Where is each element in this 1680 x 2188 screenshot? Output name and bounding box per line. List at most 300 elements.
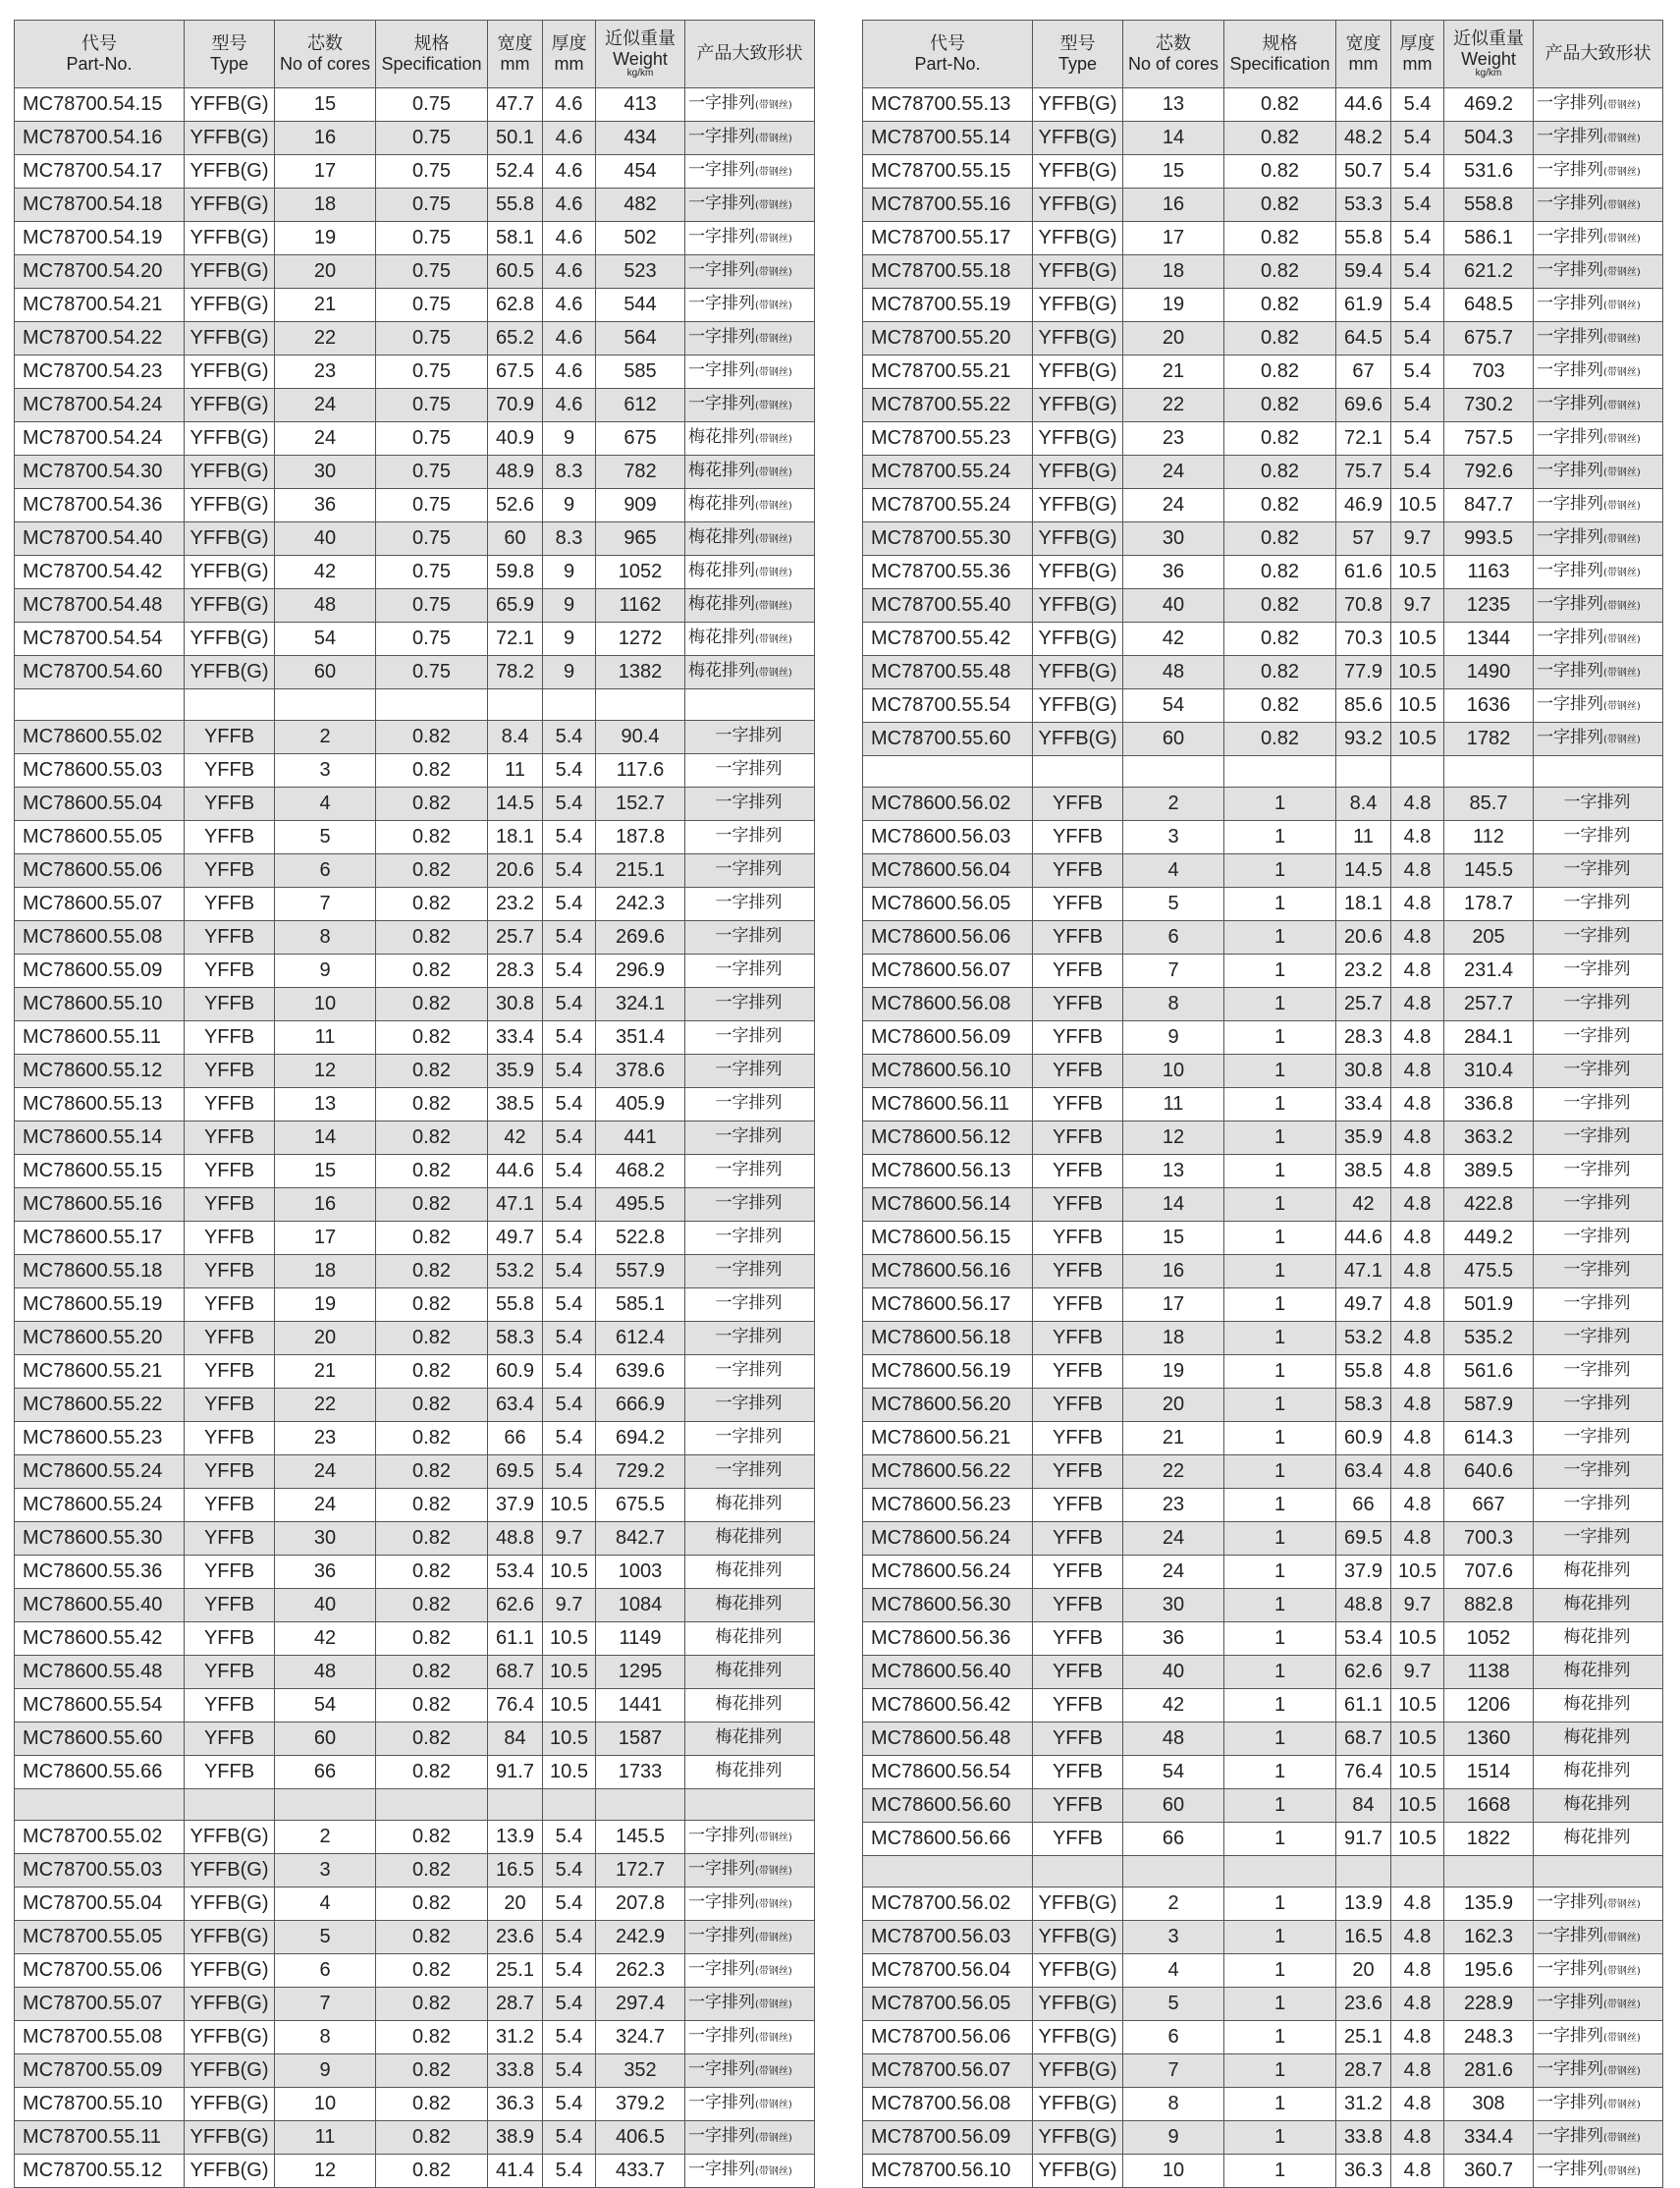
cores-cell: 24: [275, 389, 376, 422]
header-weight: 近似重量 Weight kg/km: [1444, 21, 1534, 88]
shape-cell: [685, 1723, 815, 1756]
shape-label: 一字排列: [1563, 1227, 1631, 1246]
weight-cell: 557.9: [596, 1255, 685, 1288]
thickness-cell: 5.4: [543, 1921, 596, 1954]
shape-label: 一字排列: [1537, 1892, 1603, 1912]
steel-wire-note: (带钢丝): [1603, 200, 1641, 211]
type-cell: YFFB(G): [185, 255, 275, 289]
table-row: [863, 1188, 1663, 1222]
cores-cell: 60: [275, 656, 376, 689]
thickness-cell: 9: [543, 489, 596, 522]
type-cell: YFFB(G): [1033, 522, 1123, 556]
thickness-cell: 5.4: [1391, 189, 1444, 222]
spec-cell: 0.75: [376, 88, 488, 122]
shape-cell: [1534, 1556, 1663, 1589]
shape-cell: [685, 489, 815, 522]
cores-cell: 20: [1123, 322, 1224, 356]
cores-cell: 21: [1123, 356, 1224, 389]
weight-cell: 310.4: [1444, 1055, 1534, 1088]
type-cell: YFFB(G): [1033, 255, 1123, 289]
table-row: [15, 623, 815, 656]
table-row: [863, 189, 1663, 222]
thickness-cell: 4.6: [543, 356, 596, 389]
thickness-cell: 4.6: [543, 255, 596, 289]
thickness-cell: 4.8: [1391, 1355, 1444, 1389]
shape-label: 梅花排列: [688, 527, 755, 547]
thickness-cell: 10.5: [543, 1656, 596, 1689]
part-no-cell: MC78600.56.54: [863, 1756, 1033, 1789]
spec-cell: 0.82: [376, 1455, 488, 1489]
shape-label: 一字排列: [1537, 494, 1603, 514]
type-cell: YFFB(G): [185, 2054, 275, 2088]
width-cell: 40.9: [488, 422, 543, 456]
shape-label: 一字排列: [1537, 193, 1603, 213]
weight-cell: 782: [596, 456, 685, 489]
shape-label: 一字排列: [688, 1993, 755, 2012]
steel-wire-note: (带钢丝): [755, 1933, 792, 1943]
table-row: [15, 2088, 815, 2121]
steel-wire-note: (带钢丝): [755, 2066, 792, 2077]
weight-cell: 1272: [596, 623, 685, 656]
cores-cell: 23: [1123, 1489, 1224, 1522]
type-cell: YFFB: [185, 1489, 275, 1522]
spec-cell: 1: [1224, 888, 1336, 921]
type-cell: YFFB: [1033, 1723, 1123, 1756]
weight-cell: 1822: [1444, 1823, 1534, 1856]
cores-cell: 40: [275, 1589, 376, 1622]
part-no-cell: MC78700.55.04: [15, 1887, 185, 1921]
shape-cell: [685, 1656, 815, 1689]
thickness-cell: 4.6: [543, 155, 596, 189]
cores-cell: 2: [275, 721, 376, 754]
weight-cell: 501.9: [1444, 1288, 1534, 1322]
part-no-cell: MC78700.56.06: [863, 2021, 1033, 2054]
table-row: [15, 88, 815, 122]
shape-label: 一字排列: [1537, 394, 1603, 413]
weight-cell: 117.6: [596, 754, 685, 788]
width-cell: 66: [1336, 1489, 1391, 1522]
shape-label: 一字排列: [688, 193, 755, 213]
thickness-cell: 5.4: [1391, 422, 1444, 456]
width-cell: 52.6: [488, 489, 543, 522]
type-cell: YFFB(G): [1033, 1887, 1123, 1921]
type-cell: YFFB: [1033, 1088, 1123, 1121]
type-cell: YFFB: [185, 1088, 275, 1121]
weight-cell: 284.1: [1444, 1021, 1534, 1055]
table-row: [15, 1656, 815, 1689]
weight-cell: 469.2: [1444, 88, 1534, 122]
shape-label: 一字排列: [688, 260, 755, 280]
thickness-cell: 4.8: [1391, 955, 1444, 988]
shape-cell: [1534, 1988, 1663, 2021]
shape-cell: [685, 1921, 815, 1954]
part-no-cell: MC78600.55.17: [15, 1222, 185, 1255]
spec-cell: 0.82: [376, 1887, 488, 1921]
part-no-cell: MC78700.54.36: [15, 489, 185, 522]
shape-label: 一字排列: [1563, 1193, 1631, 1213]
width-cell: 42: [1336, 1188, 1391, 1222]
thickness-cell: 10.5: [1391, 489, 1444, 522]
spec-cell: 0.75: [376, 656, 488, 689]
shape-cell: [685, 289, 815, 322]
cores-cell: 24: [1123, 489, 1224, 522]
shape-cell: [685, 2021, 815, 2054]
spec-cell: [1224, 1856, 1336, 1887]
thickness-cell: 9: [543, 656, 596, 689]
cores-cell: 22: [275, 322, 376, 356]
shape-label: 一字排列: [1563, 959, 1631, 979]
type-cell: YFFB(G): [1033, 88, 1123, 122]
part-no-cell: MC78600.56.19: [863, 1355, 1033, 1389]
table-row: [15, 1756, 815, 1789]
type-cell: YFFB(G): [1033, 589, 1123, 623]
part-no-cell: MC78700.55.07: [15, 1988, 185, 2021]
cores-cell: 40: [1123, 1656, 1224, 1689]
spec-cell: 0.75: [376, 456, 488, 489]
thickness-cell: 4.8: [1391, 1255, 1444, 1288]
weight-cell: 700.3: [1444, 1522, 1534, 1556]
cores-cell: 17: [275, 1222, 376, 1255]
weight-cell: [596, 689, 685, 721]
steel-wire-note: (带钢丝): [1603, 568, 1641, 578]
steel-wire-note: (带钢丝): [1603, 1999, 1641, 2010]
part-no-cell: MC78700.55.30: [863, 522, 1033, 556]
thickness-cell: 10.5: [1391, 1756, 1444, 1789]
width-cell: 31.2: [488, 2021, 543, 2054]
shape-label: 一字排列: [715, 893, 783, 912]
table-row: [863, 2155, 1663, 2188]
weight-cell: 1084: [596, 1589, 685, 1622]
part-no-cell: MC78700.55.08: [15, 2021, 185, 2054]
shape-cell: [685, 1088, 815, 1121]
width-cell: 58.1: [488, 222, 543, 255]
type-cell: YFFB: [1033, 1756, 1123, 1789]
shape-label: 一字排列: [1537, 594, 1603, 614]
table-row: [15, 1821, 815, 1854]
type-cell: YFFB: [1033, 1155, 1123, 1188]
shape-label: 一字排列: [1537, 527, 1603, 547]
weight-cell: 152.7: [596, 788, 685, 821]
cores-cell: 18: [1123, 255, 1224, 289]
shape-label: 一字排列: [1537, 93, 1603, 113]
shape-cell: [685, 1255, 815, 1288]
type-cell: YFFB: [185, 1389, 275, 1422]
width-cell: 20: [488, 1887, 543, 1921]
shape-cell: [1534, 489, 1663, 522]
width-cell: [1336, 756, 1391, 788]
width-cell: 37.9: [488, 1489, 543, 1522]
shape-label: 梅花排列: [1563, 1661, 1631, 1680]
table-row: [15, 1954, 815, 1988]
weight-cell: 1668: [1444, 1789, 1534, 1823]
cores-cell: 13: [275, 1088, 376, 1121]
type-cell: YFFB: [1033, 1589, 1123, 1622]
width-cell: 62.8: [488, 289, 543, 322]
steel-wire-note: (带钢丝): [1603, 1899, 1641, 1910]
shape-cell: [1534, 1689, 1663, 1723]
part-no-cell: MC78600.56.36: [863, 1622, 1033, 1656]
weight-cell: 468.2: [596, 1155, 685, 1188]
thickness-cell: 5.4: [1391, 222, 1444, 255]
cores-cell: 20: [275, 1322, 376, 1355]
shape-cell: [685, 222, 815, 255]
weight-cell: 145.5: [1444, 854, 1534, 888]
table-row: [863, 1322, 1663, 1355]
shape-label: 一字排列: [688, 93, 755, 113]
steel-wire-note: (带钢丝): [1603, 267, 1641, 278]
width-cell: 8.4: [1336, 788, 1391, 821]
shape-label: 一字排列: [1537, 327, 1603, 347]
type-cell: YFFB: [1033, 1188, 1123, 1222]
table-row: [15, 1689, 815, 1723]
cores-cell: 24: [1123, 456, 1224, 489]
shape-cell: [1534, 1155, 1663, 1188]
thickness-cell: 4.8: [1391, 1489, 1444, 1522]
type-cell: YFFB: [185, 854, 275, 888]
part-no-cell: MC78600.55.36: [15, 1556, 185, 1589]
spec-cell: 0.82: [1224, 422, 1336, 456]
table-row: [863, 222, 1663, 255]
shape-cell: [1534, 1522, 1663, 1556]
table-row: [15, 1422, 815, 1455]
steel-wire-note: (带钢丝): [755, 2166, 792, 2177]
thickness-cell: 10.5: [543, 1622, 596, 1656]
type-cell: YFFB: [185, 1756, 275, 1789]
table-row: [863, 921, 1663, 955]
part-no-cell: MC78600.56.06: [863, 921, 1033, 955]
weight-cell: 135.9: [1444, 1887, 1534, 1921]
table-row: [15, 1255, 815, 1288]
spacer-row: [863, 1856, 1663, 1887]
shape-label: 一字排列: [1537, 728, 1603, 747]
header-part-no: 代号 Part-No.: [863, 21, 1033, 88]
thickness-cell: 5.4: [543, 1222, 596, 1255]
shape-cell: [1534, 723, 1663, 756]
thickness-cell: 5.4: [543, 2054, 596, 2088]
cores-cell: 14: [275, 1121, 376, 1155]
part-no-cell: MC78600.55.24: [15, 1489, 185, 1522]
left-table-body: [15, 88, 815, 2188]
thickness-cell: 5.4: [1391, 122, 1444, 155]
steel-wire-note: (带钢丝): [1603, 467, 1641, 478]
shape-label: 一字排列: [715, 859, 783, 879]
shape-cell: [1534, 1656, 1663, 1689]
table-row: [863, 2088, 1663, 2121]
thickness-cell: 5.4: [543, 955, 596, 988]
thickness-cell: 5.4: [543, 1854, 596, 1887]
weight-cell: 405.9: [596, 1088, 685, 1121]
cores-cell: 6: [1123, 2021, 1224, 2054]
header-width: 宽度 mm: [1336, 21, 1391, 88]
weight-cell: 587.9: [1444, 1389, 1534, 1422]
shape-label: 一字排列: [1563, 1026, 1631, 1046]
spec-cell: 0.82: [1224, 122, 1336, 155]
width-cell: 60.5: [488, 255, 543, 289]
table-row: [863, 1155, 1663, 1188]
shape-label: 梅花排列: [688, 561, 755, 580]
cores-cell: 36: [275, 1556, 376, 1589]
weight-cell: 324.1: [596, 988, 685, 1021]
thickness-cell: [1391, 756, 1444, 788]
width-cell: 23.6: [1336, 1988, 1391, 2021]
thickness-cell: 5.4: [543, 721, 596, 754]
table-row: [863, 1689, 1663, 1723]
shape-label: 一字排列: [1563, 1427, 1631, 1447]
type-cell: YFFB(G): [185, 623, 275, 656]
width-cell: 53.4: [488, 1556, 543, 1589]
weight-cell: 612.4: [596, 1322, 685, 1355]
part-no-cell: MC78700.55.09: [15, 2054, 185, 2088]
part-no-cell: MC78600.55.23: [15, 1422, 185, 1455]
part-no-cell: MC78600.55.04: [15, 788, 185, 821]
type-cell: [1033, 756, 1123, 788]
part-no-cell: [15, 1789, 185, 1821]
type-cell: YFFB: [1033, 1288, 1123, 1322]
thickness-cell: 5.4: [1391, 88, 1444, 122]
header-type: 型号 Type: [185, 21, 275, 88]
shape-cell: [1534, 1322, 1663, 1355]
width-cell: 62.6: [488, 1589, 543, 1622]
shape-cell: [685, 1222, 815, 1255]
cores-cell: 4: [275, 788, 376, 821]
type-cell: YFFB(G): [1033, 189, 1123, 222]
cores-cell: 7: [1123, 955, 1224, 988]
part-no-cell: MC78600.55.22: [15, 1389, 185, 1422]
weight-cell: 172.7: [596, 1854, 685, 1887]
type-cell: YFFB: [185, 1422, 275, 1455]
cores-cell: 5: [1123, 1988, 1224, 2021]
spec-cell: 0.82: [376, 1155, 488, 1188]
width-cell: 25.7: [488, 921, 543, 955]
table-row: [863, 522, 1663, 556]
weight-cell: 675: [596, 422, 685, 456]
cores-cell: 54: [1123, 689, 1224, 723]
cores-cell: 60: [1123, 1789, 1224, 1823]
width-cell: 35.9: [1336, 1121, 1391, 1155]
table-row: [15, 1455, 815, 1489]
cores-cell: 8: [275, 2021, 376, 2054]
cores-cell: 42: [1123, 623, 1224, 656]
shape-label: 一字排列: [1537, 628, 1603, 647]
width-cell: 55.8: [488, 1288, 543, 1322]
part-no-cell: MC78600.55.06: [15, 854, 185, 888]
table-row: [863, 2121, 1663, 2155]
thickness-cell: 10.5: [543, 1756, 596, 1789]
type-cell: YFFB: [185, 1522, 275, 1556]
spec-cell: 1: [1224, 1622, 1336, 1656]
spec-cell: 0.82: [376, 821, 488, 854]
type-cell: YFFB(G): [185, 1821, 275, 1854]
part-no-cell: MC78700.54.54: [15, 623, 185, 656]
weight-cell: 449.2: [1444, 1222, 1534, 1255]
thickness-cell: 5.4: [543, 788, 596, 821]
weight-cell: 561.6: [1444, 1355, 1534, 1389]
type-cell: YFFB: [1033, 1489, 1123, 1522]
part-no-cell: MC78700.54.16: [15, 122, 185, 155]
weight-cell: 703: [1444, 356, 1534, 389]
type-cell: YFFB: [1033, 1021, 1123, 1055]
spec-cell: 1: [1224, 1756, 1336, 1789]
cores-cell: 4: [1123, 1954, 1224, 1988]
shape-label: 一字排列: [1537, 1993, 1603, 2012]
width-cell: 61.1: [1336, 1689, 1391, 1723]
width-cell: 65.2: [488, 322, 543, 356]
weight-cell: 504.3: [1444, 122, 1534, 155]
header-shape: 产品大致形状: [1534, 21, 1663, 88]
weight-cell: 1441: [596, 1689, 685, 1723]
shape-cell: [685, 1821, 815, 1854]
type-cell: YFFB: [185, 888, 275, 921]
shape-cell: [1534, 1723, 1663, 1756]
shape-label: 梅花排列: [688, 494, 755, 514]
cores-cell: 6: [1123, 921, 1224, 955]
shape-label: 一字排列: [1563, 1093, 1631, 1113]
type-cell: YFFB: [1033, 988, 1123, 1021]
thickness-cell: 4.8: [1391, 1887, 1444, 1921]
table-row: [15, 589, 815, 623]
thickness-cell: 10.5: [1391, 689, 1444, 723]
spec-cell: 0.75: [376, 589, 488, 623]
shape-label: 梅花排列: [1563, 1560, 1631, 1580]
cores-cell: 66: [275, 1756, 376, 1789]
spec-cell: 0.82: [1224, 255, 1336, 289]
part-no-cell: MC78600.56.24: [863, 1522, 1033, 1556]
shape-cell: [1534, 1121, 1663, 1155]
spec-cell: 1: [1224, 2021, 1336, 2054]
spec-cell: 1: [1224, 1689, 1336, 1723]
thickness-cell: 4.8: [1391, 1389, 1444, 1422]
cores-cell: 5: [275, 1921, 376, 1954]
table-row: [15, 1288, 815, 1322]
type-cell: YFFB(G): [185, 2021, 275, 2054]
table-row: [863, 1455, 1663, 1489]
spacer-row: [15, 689, 815, 721]
weight-cell: 389.5: [1444, 1155, 1534, 1188]
part-no-cell: MC78700.56.03: [863, 1921, 1033, 1954]
thickness-cell: 4.8: [1391, 2054, 1444, 2088]
part-no-cell: MC78700.55.23: [863, 422, 1033, 456]
shape-cell: [1534, 854, 1663, 888]
shape-cell: [685, 1021, 815, 1055]
type-cell: YFFB: [1033, 1055, 1123, 1088]
part-no-cell: MC78600.56.42: [863, 1689, 1033, 1723]
thickness-cell: 5.4: [543, 1021, 596, 1055]
thickness-cell: 10.5: [1391, 1556, 1444, 1589]
spec-cell: 0.82: [376, 2021, 488, 2054]
width-cell: 70.8: [1336, 589, 1391, 623]
table-row: [15, 788, 815, 821]
cores-cell: 9: [1123, 1021, 1224, 1055]
weight-cell: 1636: [1444, 689, 1534, 723]
type-cell: YFFB(G): [1033, 389, 1123, 422]
type-cell: YFFB(G): [185, 522, 275, 556]
shape-cell: [685, 1522, 815, 1556]
shape-cell: [685, 456, 815, 489]
cores-cell: 7: [1123, 2054, 1224, 2088]
table-row: [15, 322, 815, 356]
type-cell: YFFB(G): [185, 556, 275, 589]
type-cell: YFFB(G): [1033, 1954, 1123, 1988]
table-row: [863, 955, 1663, 988]
table-row: [863, 1355, 1663, 1389]
shape-cell: [1534, 1422, 1663, 1455]
part-no-cell: MC78600.56.16: [863, 1255, 1033, 1288]
width-cell: 78.2: [488, 656, 543, 689]
thickness-cell: 5.4: [543, 1455, 596, 1489]
part-no-cell: MC78600.56.05: [863, 888, 1033, 921]
weight-cell: 378.6: [596, 1055, 685, 1088]
cores-cell: 9: [1123, 2121, 1224, 2155]
